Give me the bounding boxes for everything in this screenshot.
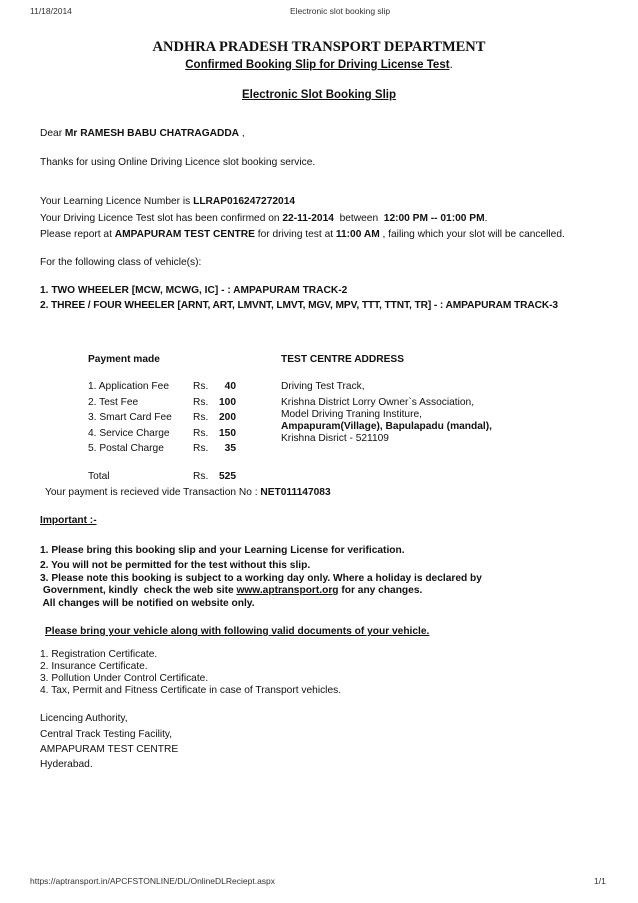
vehicle-class-2: 2. THREE / FOUR WHEELER [ARNT, ART, LMVNT, LMVT, MGV, MPV, TTT, TTNT, TR] - : AMPAPURAM TRACK-3 xyxy=(40,300,558,311)
fee-currency: Rs. xyxy=(193,397,209,408)
website-link[interactable]: www.aptransport.org xyxy=(236,585,339,596)
fee-label: 1. Application Fee xyxy=(88,381,169,392)
signature-line: Hyderabad. xyxy=(40,759,93,770)
footer-page: 1/1 xyxy=(594,876,606,886)
address-line: Driving Test Track, xyxy=(281,381,365,392)
total-amount: 525 xyxy=(219,471,236,482)
subtitle-suffix: . xyxy=(449,59,453,71)
ll-number: LLRAP016247272014 xyxy=(193,196,296,207)
footer-url: https://aptransport.in/APCFSTONLINE/DL/OnlineDLReciept.aspx xyxy=(30,876,276,886)
transaction-prefix: Your payment is recieved vide Transaction No : xyxy=(45,487,261,498)
print-title: Electronic slot booking slip xyxy=(290,6,391,16)
fee-amount: 200 xyxy=(219,412,236,423)
greeting-prefix: Dear xyxy=(40,128,65,139)
subtitle-line xyxy=(0,59,638,71)
vehicle-intro: For the following class of vehicle(s): xyxy=(40,257,202,268)
fee-amount: 100 xyxy=(219,397,236,408)
important-line: 3. Please note this booking is subject to a working day only. Where a holiday is declared by xyxy=(40,573,482,584)
fee-currency: Rs. xyxy=(193,443,209,454)
print-date: 11/18/2014 xyxy=(30,6,72,16)
test-centre-heading: TEST CENTRE ADDRESS xyxy=(281,354,405,365)
slot-time: 12:00 PM -- 01:00 PM xyxy=(383,213,485,224)
fee-label: 4. Service Charge xyxy=(88,428,170,439)
fee-label: 3. Smart Card Fee xyxy=(88,412,172,423)
document-item: 3. Pollution Under Control Certificate. xyxy=(40,673,209,684)
subtitle: Confirmed Booking Slip for Driving License Test xyxy=(185,59,450,71)
fee-amount: 150 xyxy=(219,428,236,439)
document-item: 4. Tax, Permit and Fitness Certificate in case of Transport vehicles. xyxy=(40,685,342,696)
signature-line: AMPAPURAM TEST CENTRE xyxy=(40,744,179,755)
vehicle-class-1: 1. TWO WHEELER [MCW, MCWG, IC] - : AMPAPURAM TRACK-2 xyxy=(40,285,348,296)
report-prefix: Please report at xyxy=(40,229,115,240)
important-line: 1. Please bring this booking slip and your Learning License for verification. xyxy=(40,545,405,556)
fee-currency: Rs. xyxy=(193,412,209,423)
greeting-suffix: , xyxy=(239,128,245,139)
documents-heading: Please bring your vehicle along with following valid documents of your vehicle. xyxy=(45,626,430,637)
slot-prefix: Your Driving Licence Test slot has been confirmed on xyxy=(40,213,283,224)
important-line: 2. You will not be permitted for the test without this slip. xyxy=(40,560,311,571)
address-line: Ampapuram(Village), Bapulapadu (mandal), xyxy=(281,421,492,432)
fee-amount: 40 xyxy=(224,381,236,392)
slot-date: 22-11-2014 xyxy=(282,213,334,224)
slot-between: between xyxy=(333,213,384,224)
fee-label: 5. Postal Charge xyxy=(88,443,164,454)
total-currency: Rs. xyxy=(193,471,209,482)
payment-heading: Payment made xyxy=(88,354,160,365)
signature-line: Licencing Authority, xyxy=(40,713,128,724)
fee-amount: 35 xyxy=(224,443,236,454)
important-line: All changes will be notified on website only. xyxy=(40,598,255,609)
department-title: ANDHRA PRADESH TRANSPORT DEPARTMENT xyxy=(152,39,486,55)
address-line: Krishna Disrict - 521109 xyxy=(281,433,389,444)
report-suffix: , failing which your slot will be cancelled. xyxy=(379,229,565,240)
total-label: Total xyxy=(88,471,110,482)
document-item: 1. Registration Certificate. xyxy=(40,649,158,660)
transaction-number: NET011147083 xyxy=(260,487,331,498)
thanks-text: Thanks for using Online Driving Licence slot booking service. xyxy=(40,157,316,168)
report-time: 11:00 AM xyxy=(335,229,380,240)
report-line xyxy=(40,229,565,240)
signature-line: Central Track Testing Facility, xyxy=(40,729,173,740)
slot-line xyxy=(40,213,487,224)
document-item: 2. Insurance Certificate. xyxy=(40,661,148,672)
slot-suffix: . xyxy=(484,213,488,224)
applicant-name: Mr RAMESH BABU CHATRAGADDA xyxy=(64,128,240,139)
greeting xyxy=(40,128,245,139)
fee-label: 2. Test Fee xyxy=(88,397,139,408)
address-line: Model Driving Traning Institure, xyxy=(281,409,422,420)
ll-number-line xyxy=(40,196,295,207)
ll-prefix: Your Learning Licence Number is xyxy=(40,196,194,207)
address-line: Krishna District Lorry Owner`s Association, xyxy=(281,397,475,408)
important-line xyxy=(40,585,422,596)
slip-title: Electronic Slot Booking Slip xyxy=(242,89,396,101)
report-mid: for driving test at xyxy=(254,229,336,240)
fee-currency: Rs. xyxy=(193,381,209,392)
important-text: for any changes. xyxy=(338,585,423,596)
transaction-line xyxy=(45,487,331,498)
important-text: Government, kindly check the web site xyxy=(40,585,237,596)
important-heading: Important :- xyxy=(40,515,97,526)
fee-currency: Rs. xyxy=(193,428,209,439)
report-centre: AMPAPURAM TEST CENTRE xyxy=(114,229,255,240)
